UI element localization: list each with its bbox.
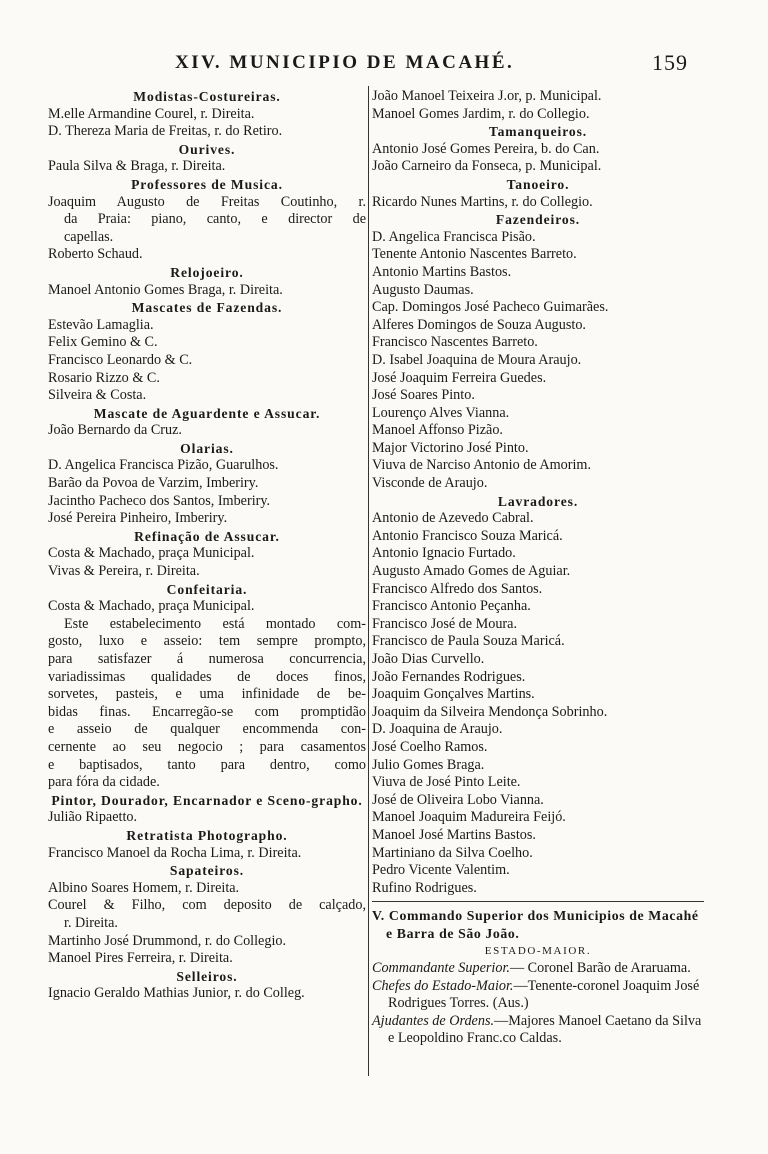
entry: Joaquim Augusto de Freitas Coutinho, r.: [48, 193, 366, 210]
entry: Manoel Affonso Pizão.: [372, 422, 503, 439]
section-heading-commando: [372, 907, 704, 942]
section-heading-lavradores: Lavradores.: [497, 493, 579, 509]
section-heading-pintor: Pintor, Dourador, Encarnador e Sceno-grapho.: [51, 792, 363, 808]
paragraph-line: e baptisados, tanto para dentro, como: [48, 756, 366, 773]
section-heading-olarias: Olarias.: [180, 440, 234, 456]
entry: Antonio José Gomes Pereira, b. do Can.: [372, 140, 600, 157]
entry: Vivas & Pereira, r. Direita.: [48, 563, 200, 580]
entry: D. Isabel Joaquina de Moura Araujo.: [372, 351, 582, 368]
entry: João Fernandes Rodrigues.: [372, 668, 526, 685]
entry: Ricardo Nunes Martins, r. do Collegio.: [372, 193, 593, 210]
entry: Francisco Nascentes Barreto.: [372, 334, 538, 351]
entry: D. Joaquina de Araujo.: [372, 721, 503, 738]
section-heading-tamanqueiros: Tamanqueiros.: [488, 124, 588, 140]
paragraph-line: Este estabelecimento está montado com-: [64, 615, 366, 632]
entry: Major Victorino José Pinto.: [372, 439, 529, 456]
officer-text: —Majores Manoel Caetano da Silva e Leopoldino Franc.co Caldas.: [388, 1012, 702, 1047]
entry: Francisco de Paula Souza Maricá.: [372, 633, 565, 650]
entry: Francisco Manoel da Rocha Lima, r. Direita.: [48, 844, 302, 861]
section-numeral: V.: [372, 908, 385, 924]
entry: Antonio Martins Bastos.: [372, 263, 512, 280]
section-heading-aguardente: Mascate de Aguardente e Assucar.: [93, 405, 321, 421]
entry: Silveira & Costa.: [48, 387, 147, 404]
entry: Francisco Alfredo dos Santos.: [372, 580, 543, 597]
left-column: [48, 88, 366, 1003]
entry: Barão da Povoa de Varzim, Imberiry.: [48, 475, 259, 492]
paragraph-line: para fóra da cidade.: [48, 774, 160, 791]
section-heading-confeitaria: Confeitaria.: [166, 581, 248, 597]
section-heading-mascates: Mascates de Fazendas.: [131, 300, 283, 316]
entry: José Pereira Pinheiro, Imberiry.: [48, 510, 228, 527]
subheading-estado-maior: ESTADO-MAIOR.: [484, 944, 592, 957]
entry: Manoel José Martins Bastos.: [372, 826, 536, 843]
entry: José Soares Pinto.: [372, 387, 475, 404]
paragraph-line: variadissimas qualidades de doces finos,: [48, 668, 366, 685]
entry: José Coelho Ramos.: [372, 738, 488, 755]
entry: Antonio Francisco Souza Maricá.: [372, 527, 563, 544]
entry: Felix Gemino & C.: [48, 334, 158, 351]
entry-continuation: capellas.: [64, 228, 114, 245]
officer-role: Ajudantes de Ordens.: [372, 1012, 495, 1029]
entry: D. Thereza Maria de Freitas, r. do Retiro.: [48, 123, 283, 140]
officer-entry: [372, 960, 704, 978]
paragraph-line: para satisfazer á numerosa concurrencia,: [48, 651, 366, 667]
entry: Pedro Vicente Valentim.: [372, 862, 510, 879]
entry: Augusto Daumas.: [372, 281, 474, 298]
entry: Costa & Machado, praça Municipal.: [48, 598, 255, 615]
section-heading-selleiros: Selleiros.: [176, 968, 238, 984]
entry: Jacintho Pacheco dos Santos, Imberiry.: [48, 492, 271, 509]
officer-role: Commandante Superior.: [372, 960, 510, 977]
entry: Manoel Antonio Gomes Braga, r. Direita.: [48, 281, 283, 298]
entry: Viuva de José Pinto Leite.: [372, 774, 521, 791]
entry: Albino Soares Homem, r. Direita.: [48, 879, 240, 896]
entry: João Bernardo da Cruz.: [48, 422, 182, 439]
entry: Roberto Schaud.: [48, 246, 143, 263]
entry: Lourenço Alves Vianna.: [372, 404, 510, 421]
entry: Julião Ripaetto.: [48, 809, 138, 826]
entry: Courel & Filho, com deposito de calçado,: [48, 897, 366, 914]
entry: Rosario Rizzo & C.: [48, 369, 160, 386]
section-heading-fazendeiros: Fazendeiros.: [495, 212, 581, 228]
entry: Antonio de Azevedo Cabral.: [372, 510, 534, 527]
entry: João Carneiro da Fonseca, p. Municipal.: [372, 158, 602, 175]
entry: D. Angelica Francisca Pisão.: [372, 228, 536, 245]
entry: Martiniano da Silva Coelho.: [372, 844, 533, 861]
running-title: XIV. MUNICIPIO DE MACAHÉ.: [175, 52, 515, 73]
section-heading-musica: Professores de Musica.: [131, 176, 283, 192]
entry: Paula Silva & Braga, r. Direita.: [48, 158, 226, 175]
section-heading-ourives: Ourives.: [178, 141, 236, 157]
officer-text: — Coronel Barão de Araruama.: [509, 960, 691, 977]
entry: José Joaquim Ferreira Guedes.: [372, 369, 547, 386]
paragraph-line: cernente ao seu negocio ; para casamentos: [48, 738, 366, 755]
page-header: [0, 52, 768, 82]
entry: Manoel Gomes Jardim, r. do Collegio.: [372, 105, 590, 122]
entry: Augusto Amado Gomes de Aguiar.: [372, 563, 571, 580]
section-heading-retratista: Retratista Photographo.: [126, 827, 288, 843]
section-heading-tanoeiro: Tanoeiro.: [506, 176, 570, 192]
entry: Alferes Domingos de Souza Augusto.: [372, 316, 586, 333]
entry: Antonio Ignacio Furtado.: [372, 545, 516, 562]
paragraph-line: e asseio de qualquer encommenda con-: [48, 721, 366, 738]
paragraph-line: gosto, luxo e asseio: tem sempre prompto,: [48, 633, 366, 650]
section-heading-modistas: Modistas-Costureiras.: [133, 89, 281, 104]
entry: M.elle Armandine Courel, r. Direita.: [48, 105, 255, 122]
section-heading-refinacao: Refinação de Assucar.: [134, 528, 280, 544]
entry: Costa & Machado, praça Municipal.: [48, 545, 255, 562]
entry: João Manoel Teixeira J.or, p. Municipal.: [372, 88, 602, 104]
entry: Estevão Lamaglia.: [48, 316, 154, 333]
page-number: 159: [652, 50, 688, 75]
entry-continuation: r. Direita.: [64, 914, 118, 931]
entry: Manoel Joaquim Madureira Feijó.: [372, 809, 566, 826]
entry: Visconde de Araujo.: [372, 475, 488, 492]
entry: João Dias Curvello.: [372, 651, 485, 667]
entry: Joaquim da Silveira Mendonça Sobrinho.: [372, 703, 608, 720]
entry-continuation: da Praia: piano, canto, e director de: [64, 211, 366, 228]
officer-text: —Tenente-coronel Joaquim José Rodrigues Torres. (Aus.): [388, 977, 700, 1012]
section-commando: [372, 901, 704, 1048]
entry: Joaquim Gonçalves Martins.: [372, 686, 535, 703]
paragraph-line: bidas finas. Encarregão-se com promptidão: [48, 703, 366, 720]
entry: Francisco Leonardo & C.: [48, 351, 193, 368]
section-title: Commando Superior dos Municipios de Macahé e Barra de São João.: [386, 908, 699, 941]
entry: Julio Gomes Braga.: [372, 756, 485, 773]
right-column: [372, 88, 704, 1048]
column-divider: [368, 86, 369, 1076]
entry: Rufino Rodrigues.: [372, 879, 477, 896]
entry: Tenente Antonio Nascentes Barreto.: [372, 246, 577, 263]
entry: Cap. Domingos José Pacheco Guimarães.: [372, 299, 609, 316]
section-heading-sapateiros: Sapateiros.: [169, 863, 245, 879]
section-heading-relojoeiro: Relojoeiro.: [170, 264, 244, 280]
entry: Martinho José Drummond, r. do Collegio.: [48, 932, 287, 949]
entry: Francisco José de Moura.: [372, 615, 517, 632]
entry: José de Oliveira Lobo Vianna.: [372, 791, 544, 808]
entry: Manoel Pires Ferreira, r. Direita.: [48, 950, 233, 967]
entry: D. Angelica Francisca Pizão, Guarulhos.: [48, 457, 279, 474]
entry: Francisco Antonio Peçanha.: [372, 598, 531, 615]
entry: Viuva de Narciso Antonio de Amorim.: [372, 457, 592, 474]
officer-role: Chefes do Estado-Maior.: [372, 977, 514, 994]
paragraph-line: sorvetes, pasteis, e uma infinidade de be-: [48, 686, 366, 703]
officer-entry: [372, 1013, 704, 1048]
officer-entry: [372, 978, 704, 1013]
entry: Ignacio Geraldo Mathias Junior, r. do Colleg.: [48, 985, 305, 1002]
